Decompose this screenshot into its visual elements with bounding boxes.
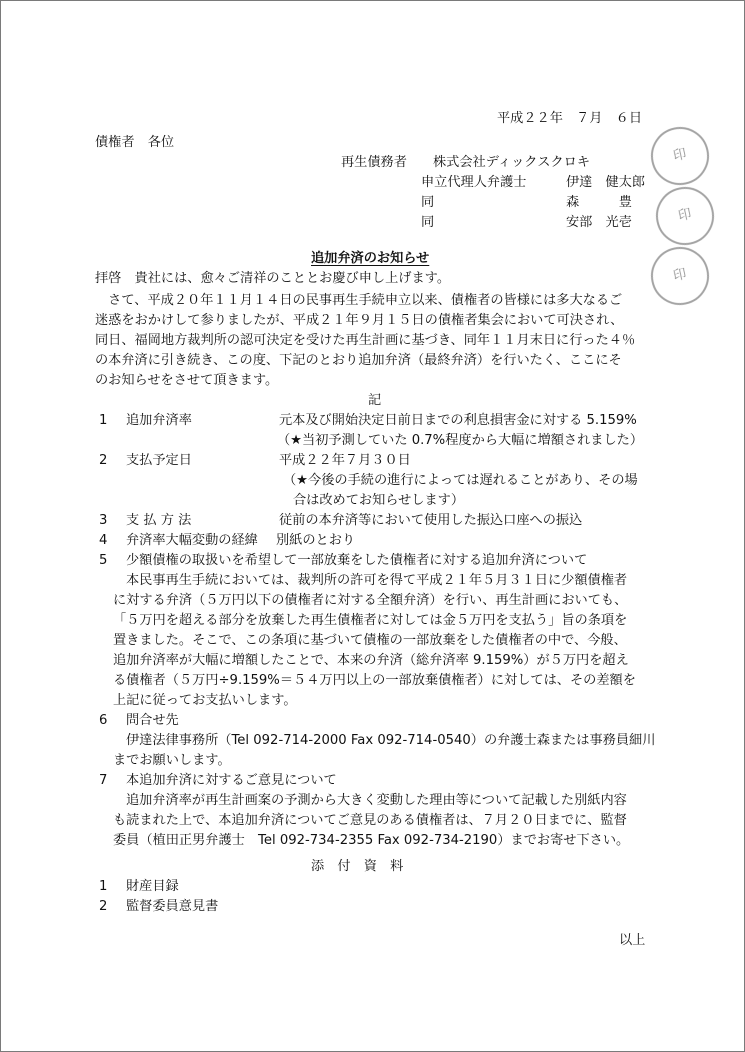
item-2-note: （★今後の手続の進行によっては遅れることがあり、その場 [283, 473, 638, 488]
item-5-line: 上記に従ってお支払いします。 [113, 693, 297, 708]
attachment-2-number: 2 [99, 899, 108, 914]
item-1-value: 元本及び開始決定日前日までの利息損害金に対する 5.159% [279, 413, 637, 428]
opening-line: 迷惑をおかけして参りましたが、平成２１年９月１５日の債権者集会において可決され、 [95, 313, 624, 328]
item-7-number: 7 [99, 773, 108, 788]
item-6-line: 伊達法律事務所（Tel 092-714-2000 Fax 092-714-0540）の弁護士森または事務員細川 [126, 733, 656, 748]
counsel-name-3: 安部 光壱 [566, 215, 632, 230]
item-6-number: 6 [99, 713, 108, 728]
attachments-heading: 添 付 資 料 [311, 859, 404, 874]
opening-line: のお知らせをさせて頂きます。 [95, 373, 279, 388]
seal-stamp-3: 印 [646, 242, 715, 311]
item-4-label: 弁済率大幅変動の経緯 [126, 533, 258, 548]
item-7-line: 委員（植田正男弁護士 Tel 092-734-2355 Fax 092-734-2190）までお寄せ下さい。 [113, 833, 630, 848]
item-5-line: 本民事再生手続においては、裁判所の許可を得て平成２１年５月３１日に少額債権者 [126, 573, 628, 588]
document-title: 追加弁済のお知らせ [311, 251, 430, 266]
item-5-line: る債権者（５万円÷9.159%＝５４万円以上の一部放棄債権者）に対しては、その差額を [113, 673, 636, 688]
addressee: 債権者 各位 [95, 135, 175, 150]
item-5-number: 5 [99, 553, 108, 568]
item-3-value: 従前の本弁済等において使用した振込口座への振込 [279, 513, 583, 528]
item-2-number: 2 [99, 453, 108, 468]
counsel-name-2: 森 豊 [566, 195, 632, 210]
opening-line: の本弁済に引き続き、この度、下記のとおり追加弁済（最終弁済）を行いたく、ここにそ [95, 353, 622, 368]
attachment-2-label: 監督委員意見書 [126, 899, 219, 914]
item-4-value: 別紙のとおり [276, 533, 356, 548]
same-mark-1: 同 [421, 195, 435, 210]
counsel-name-1: 伊達 健太郎 [566, 175, 646, 190]
item-6-heading: 問合せ先 [126, 713, 179, 728]
item-5-line: に対する弁済（５万円以下の債権者に対する全額弁済）を行い、再生計画においても、 [113, 593, 628, 608]
item-1-note: （★当初予測していた 0.7%程度から大幅に増額されました） [277, 433, 644, 448]
item-3-number: 3 [99, 513, 108, 528]
item-2-label: 支払予定日 [126, 453, 192, 468]
debtor-name: 株式会社ディックスクロキ [433, 155, 591, 170]
item-7-line: も読まれた上で、本追加弁済についてご意見のある債権者は、７月２０日までに、監督 [113, 813, 627, 828]
item-4-number: 4 [99, 533, 108, 548]
attachment-1-number: 1 [99, 879, 108, 894]
item-2-value: 平成２２年７月３０日 [279, 453, 411, 468]
opening-line: 同日、福岡地方裁判所の認可決定を受けた再生計画に基づき、同年１１月末日に行った４％ [95, 333, 636, 348]
item-6-line: までお願いします。 [113, 753, 231, 768]
item-7-line: 追加弁済率が再生計画案の予測から大きく変動した理由等について記載した別紙内容 [126, 793, 627, 808]
counsel-title: 申立代理人弁護士 [421, 175, 527, 190]
greeting: 拝啓 貴社には、愈々ご清祥のこととお慶び申し上げます。 [95, 271, 451, 286]
ki-mark: 記 [368, 393, 382, 408]
same-mark-2: 同 [421, 215, 435, 230]
item-5-line: 追加弁済率が大幅に増額したことで、本来の弁済（総弁済率 9.159%）が５万円を超え [113, 653, 629, 668]
seal-stamp-1: 印 [646, 122, 715, 191]
item-5-line: 「５万円を超える部分を放棄した再生債権者に対しては金５万円を支払う」旨の条項を [113, 613, 628, 628]
attachment-1-label: 財産目録 [126, 879, 179, 894]
item-2-note: 合は改めてお知らせします） [293, 493, 465, 508]
item-5-line: 置きました。そこで、この条項に基づいて債権の一部放棄をした債権者の中で、今般、 [113, 633, 627, 648]
document-date: 平成２２年 ７月 ６日 [497, 111, 643, 126]
item-1-number: 1 [99, 413, 108, 428]
closing-mark: 以上 [619, 933, 646, 948]
item-5-heading: 少額債権の取扱いを希望して一部放棄をした債権者に対する追加弁済について [126, 553, 588, 568]
opening-line: さて、平成２０年１１月１４日の民事再生手続申立以来、債権者の皆様には多大なるご [95, 293, 623, 308]
debtor-label: 再生債務者 [341, 155, 407, 170]
item-3-label: 支 払 方 法 [126, 513, 192, 528]
seal-stamp-2: 印 [651, 182, 720, 251]
item-1-label: 追加弁済率 [126, 413, 192, 428]
item-7-heading: 本追加弁済に対するご意見について [126, 773, 337, 788]
